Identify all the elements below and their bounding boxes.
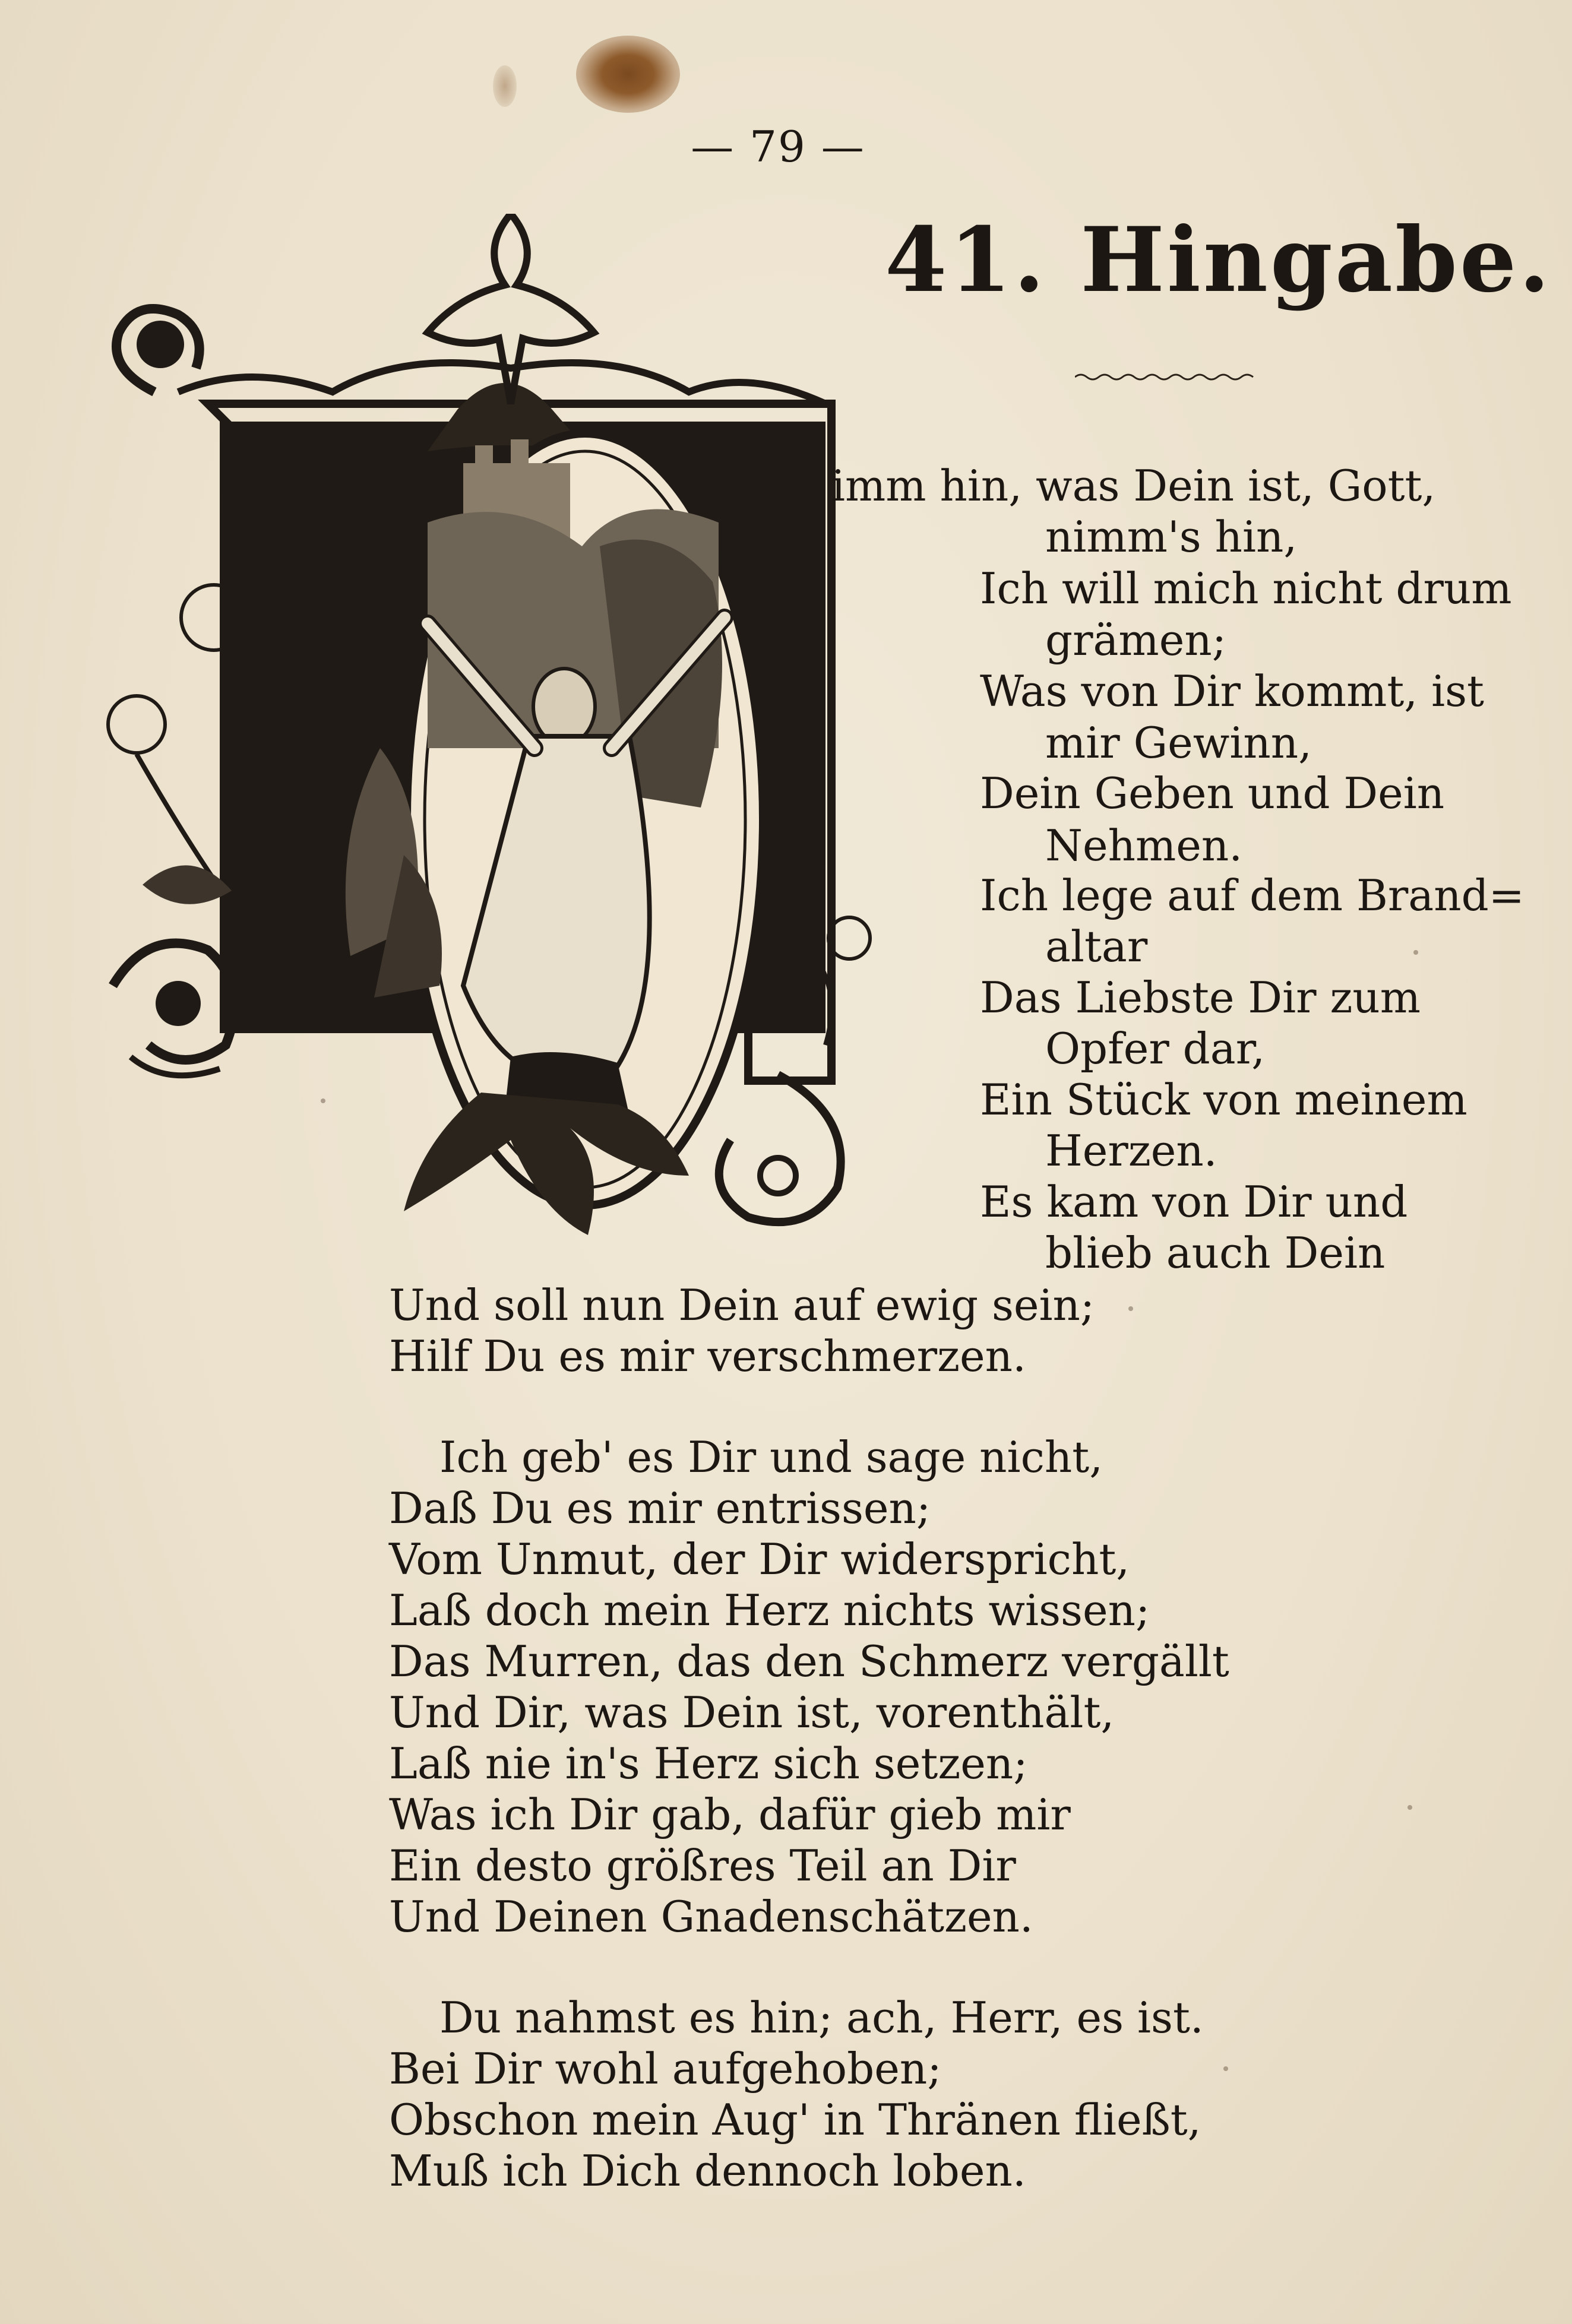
water-stain [576,36,680,113]
poem-line: Nehmen. [1045,821,1243,870]
poem-line: grämen; [1045,615,1226,665]
poem-line: Opfer dar, [1045,1024,1266,1074]
poem-line: Vom Unmut, der Dir widerspricht, [389,1534,1130,1584]
poem-line: Du nahmst es hin; ach, Herr, es ist. [439,1993,1204,2043]
water-stain-small [493,65,517,107]
poem-line: imm hin, was Dein ist, Gott, [831,461,1436,511]
poem-line: Das Liebste Dir zum [980,973,1421,1022]
poem-line: Bei Dir wohl aufgehoben; [389,2044,942,2094]
poem-line: Ich will mich nicht drum [980,563,1512,613]
poem-line: Obschon mein Aug' in Thränen fließt, [389,2095,1201,2145]
poem-line: Es kam von Dir und [980,1177,1408,1227]
poem-line: blieb auch Dein [1045,1228,1386,1278]
poem-line: Was ich Dir gab, dafür gieb mir [389,1790,1071,1839]
poem-line: Laß doch mein Herz nichts wissen; [389,1585,1150,1635]
poem-line: Und Dir, was Dein ist, vorenthält, [389,1687,1115,1737]
poem-line: Was von Dir kommt, ist [980,666,1484,716]
poem-line: Dein Geben und Dein [980,768,1445,818]
poem-line: Daß Du es mir entrissen; [389,1483,931,1533]
poem-line: Hilf Du es mir verschmerzen. [389,1331,1026,1381]
poem-line: Und Deinen Gnadenschätzen. [389,1892,1033,1942]
paper-speck [1413,950,1418,955]
illuminated-initial-n-icon [95,214,926,1283]
title-ornament-rule [1075,371,1259,383]
poem-line: Laß nie in's Herz sich setzen; [389,1739,1028,1788]
poem-line: Ich geb' es Dir und sage nicht, [439,1432,1103,1482]
poem-title: 41. Hingabe. [885,208,1552,312]
paper-speck [1128,1306,1133,1311]
poem-line: Und soll nun Dein auf ewig sein; [389,1280,1095,1330]
poem-line: altar [1045,922,1148,971]
poem-line: nimm's hin, [1045,512,1298,562]
poem-line: Muß ich Dich dennoch loben. [389,2146,1026,2196]
paper-speck [1407,1805,1412,1810]
poem-line: Ein Stück von meinem [980,1075,1467,1125]
paper-speck [1223,2066,1228,2071]
poem-line: mir Gewinn, [1045,718,1312,768]
poem-line: Herzen. [1045,1126,1217,1176]
page-number: — 79 — [691,122,865,172]
poem-line: Ich lege auf dem Brand= [980,870,1524,920]
paper-speck [321,1098,325,1103]
poem-line: Das Murren, das den Schmerz vergällt [389,1636,1229,1686]
poem-line: Ein desto größres Teil an Dir [389,1841,1016,1891]
